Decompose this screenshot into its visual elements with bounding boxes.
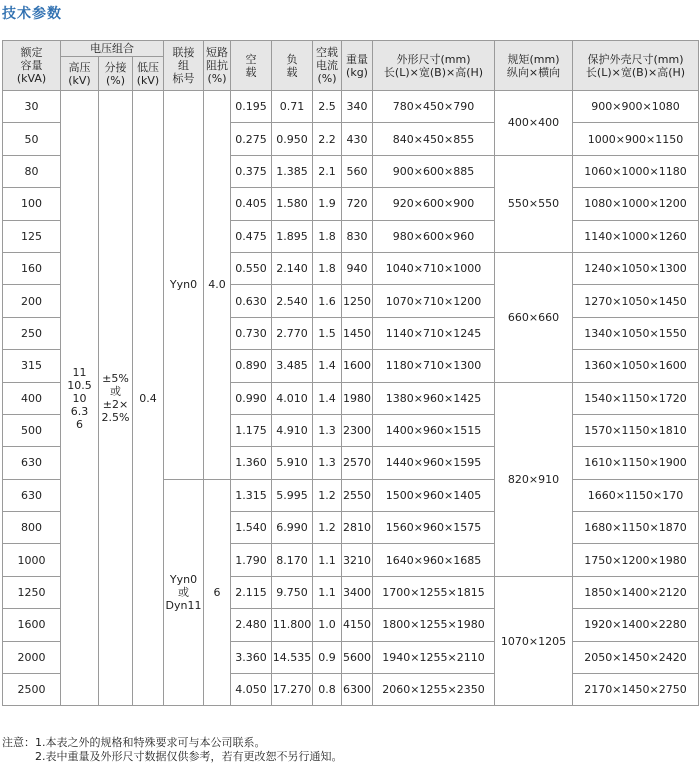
cell-noload-current: 1.4	[313, 350, 342, 382]
cell-load-loss: 17.270	[272, 674, 313, 706]
cell-dimensions: 1140×710×1245	[373, 317, 495, 349]
cell-noload-loss: 1.790	[231, 544, 272, 576]
cell-load-loss: 5.910	[272, 447, 313, 479]
cell-vector-group1: Yyn0	[164, 91, 204, 480]
cell-noload-loss: 0.550	[231, 252, 272, 284]
cell-enclosure: 900×900×1080	[573, 91, 699, 123]
cell-load-loss: 1.580	[272, 188, 313, 220]
cell-capacity: 800	[3, 512, 61, 544]
cell-noload-loss: 2.115	[231, 576, 272, 608]
cell-noload-loss: 0.375	[231, 155, 272, 187]
cell-noload-current: 2.1	[313, 155, 342, 187]
cell-capacity: 1250	[3, 576, 61, 608]
cell-dimensions: 900×600×885	[373, 155, 495, 187]
header-hv: 高压 (kV)	[61, 57, 99, 91]
cell-weight: 2300	[342, 414, 373, 446]
cell-dimensions: 1380×960×1425	[373, 382, 495, 414]
cell-load-loss: 4.910	[272, 414, 313, 446]
cell-load-loss: 11.800	[272, 609, 313, 641]
cell-load-loss: 6.990	[272, 512, 313, 544]
cell-noload-current: 2.5	[313, 91, 342, 123]
cell-dimensions: 920×600×900	[373, 188, 495, 220]
cell-noload-current: 0.8	[313, 674, 342, 706]
cell-weight: 2570	[342, 447, 373, 479]
cell-capacity: 30	[3, 91, 61, 123]
cell-enclosure: 1140×1000×1260	[573, 220, 699, 252]
cell-load-loss: 2.140	[272, 252, 313, 284]
header-voltage-group: 电压组合	[61, 41, 164, 57]
cell-weight: 5600	[342, 641, 373, 673]
cell-noload-current: 1.3	[313, 414, 342, 446]
cell-enclosure: 1060×1000×1180	[573, 155, 699, 187]
cell-gauge: 660×660	[495, 252, 573, 382]
cell-enclosure: 1080×1000×1200	[573, 188, 699, 220]
cell-dimensions: 1180×710×1300	[373, 350, 495, 382]
cell-weight: 430	[342, 123, 373, 155]
cell-weight: 4150	[342, 609, 373, 641]
cell-dimensions: 1070×710×1200	[373, 285, 495, 317]
cell-capacity: 80	[3, 155, 61, 187]
cell-noload-loss: 4.050	[231, 674, 272, 706]
header-noload-current: 空载 电流 (%)	[313, 41, 342, 91]
header-vector-group: 联接 组 标号	[164, 41, 204, 91]
header-lv: 低压 (kV)	[133, 57, 164, 91]
footnote-2: 2.表中重量及外形尺寸数据仅供参考，若有更改恕不另行通知。	[35, 750, 343, 763]
cell-load-loss: 3.485	[272, 350, 313, 382]
cell-enclosure: 1240×1050×1300	[573, 252, 699, 284]
cell-load-loss: 2.540	[272, 285, 313, 317]
cell-enclosure: 1610×1150×1900	[573, 447, 699, 479]
cell-dimensions: 1040×710×1000	[373, 252, 495, 284]
cell-capacity: 125	[3, 220, 61, 252]
table-row	[3, 91, 699, 123]
cell-dimensions: 1640×960×1685	[373, 544, 495, 576]
cell-weight: 3400	[342, 576, 373, 608]
cell-enclosure: 2170×1450×2750	[573, 674, 699, 706]
cell-noload-current: 1.8	[313, 220, 342, 252]
cell-weight: 2550	[342, 479, 373, 511]
cell-noload-current: 1.6	[313, 285, 342, 317]
cell-noload-loss: 0.195	[231, 91, 272, 123]
cell-noload-loss: 0.275	[231, 123, 272, 155]
cell-dimensions: 1440×960×1595	[373, 447, 495, 479]
section-title: 技术参数	[2, 6, 62, 22]
cell-enclosure: 1920×1400×2280	[573, 609, 699, 641]
cell-capacity: 250	[3, 317, 61, 349]
cell-noload-loss: 0.730	[231, 317, 272, 349]
cell-noload-loss: 2.480	[231, 609, 272, 641]
cell-noload-current: 1.1	[313, 576, 342, 608]
cell-load-loss: 1.385	[272, 155, 313, 187]
cell-noload-loss: 0.630	[231, 285, 272, 317]
cell-load-loss: 2.770	[272, 317, 313, 349]
cell-capacity: 315	[3, 350, 61, 382]
cell-load-loss: 14.535	[272, 641, 313, 673]
cell-capacity: 1600	[3, 609, 61, 641]
cell-load-loss: 8.170	[272, 544, 313, 576]
cell-weight: 2810	[342, 512, 373, 544]
header-impedance: 短路 阻抗 (%)	[204, 41, 231, 91]
cell-dimensions: 1940×1255×2110	[373, 641, 495, 673]
cell-dimensions: 1500×960×1405	[373, 479, 495, 511]
footnotes	[2, 736, 343, 764]
cell-capacity: 2500	[3, 674, 61, 706]
cell-noload-loss: 1.315	[231, 479, 272, 511]
cell-weight: 1250	[342, 285, 373, 317]
cell-weight: 3210	[342, 544, 373, 576]
cell-impedance-group2: 6	[204, 479, 231, 706]
cell-tap-merged: ±5% 或 ±2× 2.5%	[99, 91, 133, 706]
cell-enclosure: 1750×1200×1980	[573, 544, 699, 576]
cell-enclosure: 2050×1450×2420	[573, 641, 699, 673]
cell-load-loss: 4.010	[272, 382, 313, 414]
cell-weight: 340	[342, 91, 373, 123]
cell-noload-loss: 0.990	[231, 382, 272, 414]
cell-weight: 830	[342, 220, 373, 252]
cell-capacity: 160	[3, 252, 61, 284]
cell-noload-current: 1.4	[313, 382, 342, 414]
cell-lv-merged: 0.4	[133, 91, 164, 706]
cell-vector-group2: Yyn0 或 Dyn11	[164, 479, 204, 706]
cell-noload-current: 1.9	[313, 188, 342, 220]
cell-dimensions: 980×600×960	[373, 220, 495, 252]
cell-capacity: 500	[3, 414, 61, 446]
cell-load-loss: 5.995	[272, 479, 313, 511]
cell-capacity: 200	[3, 285, 61, 317]
cell-load-loss: 0.71	[272, 91, 313, 123]
cell-noload-current: 1.8	[313, 252, 342, 284]
header-capacity: 额定 容量 (kVA)	[3, 41, 61, 91]
cell-dimensions: 1560×960×1575	[373, 512, 495, 544]
cell-noload-current: 0.9	[313, 641, 342, 673]
cell-enclosure: 1660×1150×170	[573, 479, 699, 511]
cell-noload-loss: 0.475	[231, 220, 272, 252]
cell-impedance-group1: 4.0	[204, 91, 231, 480]
cell-dimensions: 780×450×790	[373, 91, 495, 123]
cell-gauge: 1070×1205	[495, 576, 573, 706]
cell-noload-loss: 1.175	[231, 414, 272, 446]
cell-capacity: 400	[3, 382, 61, 414]
cell-noload-loss: 1.360	[231, 447, 272, 479]
cell-enclosure: 1850×1400×2120	[573, 576, 699, 608]
cell-hv-merged: 11 10.5 10 6.3 6	[61, 91, 99, 706]
cell-dimensions: 2060×1255×2350	[373, 674, 495, 706]
cell-enclosure: 1540×1150×1720	[573, 382, 699, 414]
cell-noload-current: 1.2	[313, 479, 342, 511]
table-body	[3, 91, 699, 706]
cell-enclosure: 1360×1050×1600	[573, 350, 699, 382]
cell-gauge: 550×550	[495, 155, 573, 252]
cell-capacity: 100	[3, 188, 61, 220]
header-enclosure: 保护外壳尺寸(mm) 长(L)×宽(B)×高(H)	[573, 41, 699, 91]
cell-dimensions: 1800×1255×1980	[373, 609, 495, 641]
header-weight: 重量 (kg)	[342, 41, 373, 91]
cell-gauge: 400×400	[495, 91, 573, 156]
cell-capacity: 630	[3, 447, 61, 479]
header-dimensions: 外形尺寸(mm) 长(L)×宽(B)×高(H)	[373, 41, 495, 91]
cell-enclosure: 1680×1150×1870	[573, 512, 699, 544]
cell-weight: 1600	[342, 350, 373, 382]
cell-enclosure: 1340×1050×1550	[573, 317, 699, 349]
cell-capacity: 1000	[3, 544, 61, 576]
cell-enclosure: 1570×1150×1810	[573, 414, 699, 446]
cell-dimensions: 1400×960×1515	[373, 414, 495, 446]
cell-weight: 720	[342, 188, 373, 220]
cell-dimensions: 1700×1255×1815	[373, 576, 495, 608]
cell-noload-current: 2.2	[313, 123, 342, 155]
cell-noload-current: 1.0	[313, 609, 342, 641]
spec-table	[2, 40, 699, 706]
cell-capacity: 50	[3, 123, 61, 155]
cell-noload-loss: 3.360	[231, 641, 272, 673]
header-tap: 分接 (%)	[99, 57, 133, 91]
cell-load-loss: 0.950	[272, 123, 313, 155]
cell-gauge: 820×910	[495, 382, 573, 576]
cell-noload-loss: 0.890	[231, 350, 272, 382]
cell-enclosure: 1270×1050×1450	[573, 285, 699, 317]
cell-capacity: 2000	[3, 641, 61, 673]
cell-noload-current: 1.5	[313, 317, 342, 349]
cell-load-loss: 1.895	[272, 220, 313, 252]
cell-weight: 6300	[342, 674, 373, 706]
header-gauge: 规矩(mm) 纵向×横向	[495, 41, 573, 91]
cell-weight: 560	[342, 155, 373, 187]
cell-load-loss: 9.750	[272, 576, 313, 608]
cell-noload-current: 1.3	[313, 447, 342, 479]
cell-noload-loss: 0.405	[231, 188, 272, 220]
cell-weight: 1980	[342, 382, 373, 414]
cell-weight: 1450	[342, 317, 373, 349]
cell-dimensions: 840×450×855	[373, 123, 495, 155]
footnote-1: 注意：1.本表之外的规格和特殊要求可与本公司联系。	[2, 736, 266, 749]
header-noload-loss: 空 载	[231, 41, 272, 91]
cell-enclosure: 1000×900×1150	[573, 123, 699, 155]
header-load-loss: 负 载	[272, 41, 313, 91]
cell-weight: 940	[342, 252, 373, 284]
cell-noload-loss: 1.540	[231, 512, 272, 544]
cell-noload-current: 1.2	[313, 512, 342, 544]
cell-capacity: 630	[3, 479, 61, 511]
cell-noload-current: 1.1	[313, 544, 342, 576]
table-header	[3, 41, 699, 91]
